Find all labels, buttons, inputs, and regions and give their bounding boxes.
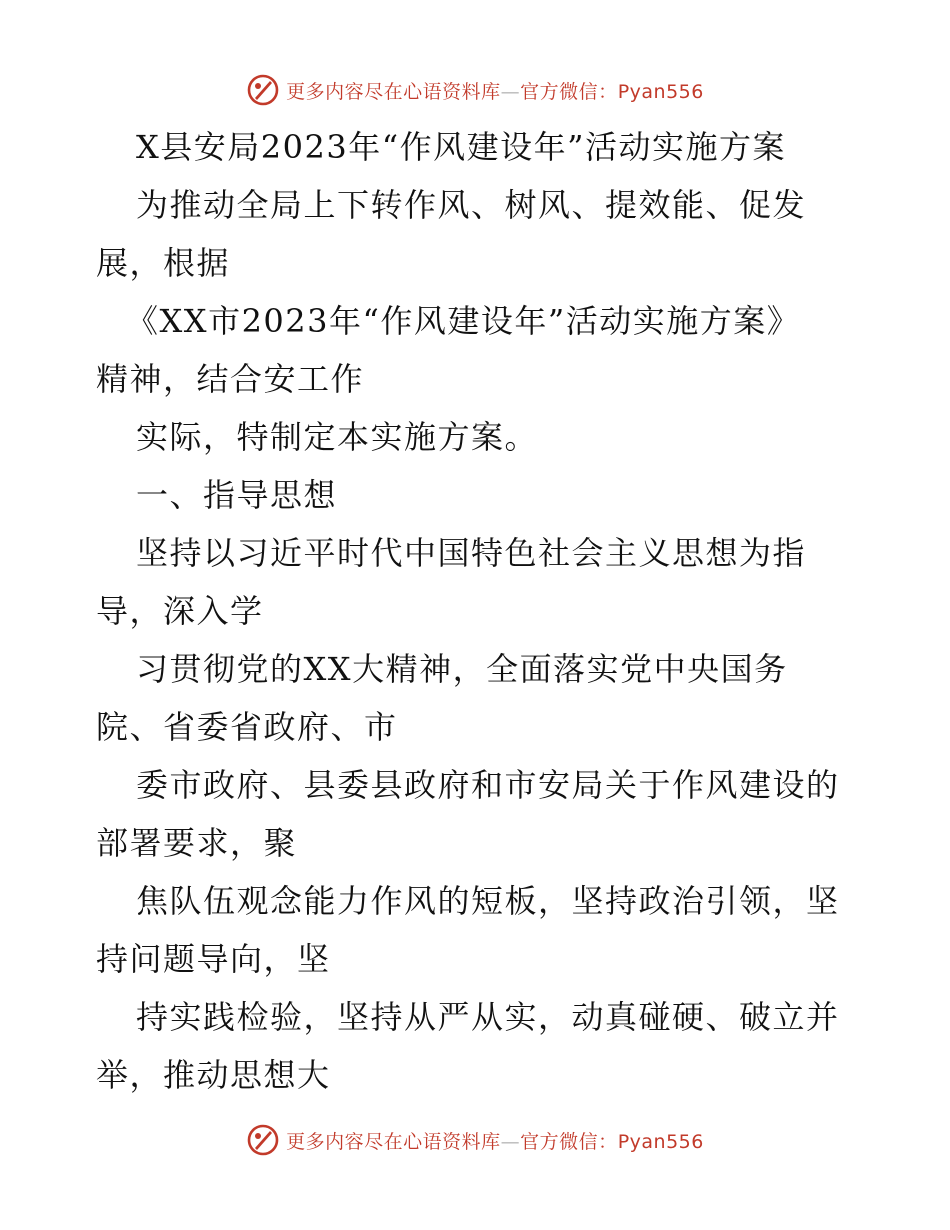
paragraph-line: 实际，特制定本实施方案。 <box>136 418 539 456</box>
paragraph-line: 精神，结合安工作 <box>96 360 365 398</box>
paragraph-line: 持实践检验，坚持从严从实，动真碰硬、破立并 <box>136 998 840 1036</box>
watermark-wechat-label: 官方微信： <box>520 80 618 103</box>
document-body <box>96 118 856 1104</box>
watermark-wechat-id: Pyan556 <box>617 1130 704 1153</box>
paragraph-line: 习贯彻党的XX大精神，全面落实党中央国务 <box>136 650 788 688</box>
paragraph-line: 焦队伍观念能力作风的短板，坚持政治引领，坚 <box>136 882 840 920</box>
watermark-separator: — <box>500 80 521 103</box>
watermark-text <box>286 77 704 104</box>
paragraph-line: 为推动全局上下转作风、树风、提效能、促发 <box>136 186 807 224</box>
paragraph-line: 持问题导向，坚 <box>96 940 331 978</box>
quill-logo-icon <box>246 73 280 107</box>
section-heading: 一、指导思想 <box>136 476 338 514</box>
document-title: X县安局2023年“作风建设年”活动实施方案 <box>136 128 786 166</box>
paragraph-line: 《XX市2023年“作风建设年”活动实施方案》 <box>126 302 801 340</box>
quill-logo-icon <box>246 1123 280 1157</box>
paragraph-line: 坚持以习近平时代中国特色社会主义思想为指 <box>136 534 807 572</box>
paragraph-line: 举，推动思想大 <box>96 1056 331 1094</box>
paragraph-line: 院、省委省政府、市 <box>96 708 398 746</box>
paragraph-line: 导，深入学 <box>96 592 264 630</box>
watermark-wechat-label: 官方微信： <box>520 1130 618 1153</box>
paragraph-line: 部署要求，聚 <box>96 824 298 862</box>
header-watermark <box>0 70 950 110</box>
paragraph-line: 委市政府、县委县政府和市安局关于作风建设的 <box>136 766 840 804</box>
footer-watermark <box>0 1120 950 1160</box>
watermark-text <box>286 1127 704 1154</box>
watermark-site: 更多内容尽在心语资料库 <box>286 80 501 103</box>
watermark-separator: — <box>500 1130 521 1153</box>
watermark-wechat-id: Pyan556 <box>617 80 704 103</box>
paragraph-line: 展，根据 <box>96 244 231 282</box>
watermark-site: 更多内容尽在心语资料库 <box>286 1130 501 1153</box>
